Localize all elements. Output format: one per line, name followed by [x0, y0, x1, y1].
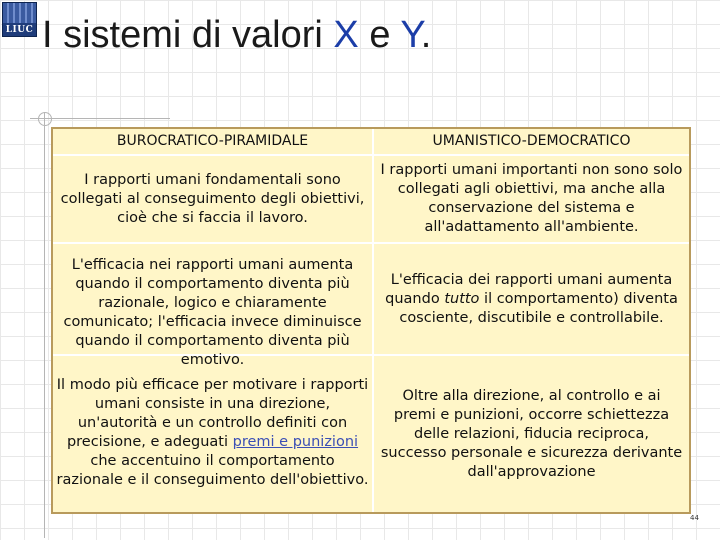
cell-r3-left: [53, 376, 372, 510]
title-y: Y: [400, 14, 421, 56]
r3-left-text-a: Il modo più efficace per motivare i rapporti umani consiste in una direzione, un'autorità e un controllo definiti con precisione, e adeguati: [56, 377, 369, 450]
r3-left-text-b: che accentuino il comportamento razionale e il conseguimento dell'obiettivo.: [56, 453, 369, 488]
cell-r2-right: [374, 244, 689, 354]
r2-right-text-a: L'efficacia dei rapporti umani aumenta quando: [385, 271, 673, 307]
title-suffix: .: [420, 14, 432, 56]
logo-emblem: [3, 3, 36, 23]
header-burocratico: BUROCRATICO-PIRAMIDALE: [116, 133, 309, 149]
decorative-vertical-rule: [44, 112, 45, 538]
cell-r1-left: I rapporti umani fondamentali sono collegati al conseguimento degli obiettivi, cioè che si faccia il lavoro.: [60, 171, 365, 226]
cell-r1-right: I rapporti umani importanti non sono solo collegati agli obiettivi, ma anche alla conservazione del sistema e all'adattamento all'ambiente.: [380, 162, 683, 235]
decorative-circle: [38, 112, 52, 126]
cell-r2-left: L'efficacia nei rapporti umani aumenta quando il comportamento diventa più razionale, logico e chiaramente comunicato; l'efficacia invece diminuisce quando il comportamento diventa più emotivo.: [63, 257, 362, 368]
logo-text: LIUC: [5, 25, 34, 35]
liuc-logo: [2, 2, 37, 37]
cell-r3-right: Oltre alla direzione, al controllo e ai premi e punizioni, occorre schiettezza delle relazioni, fiducia reciproca, successo personale e sicurezza derivante dall'approvazione: [380, 387, 683, 480]
comparison-table: [51, 127, 691, 514]
title-middle: e: [358, 14, 401, 56]
header-umanistico: UMANISTICO-DEMOCRATICO: [432, 133, 631, 149]
r2-right-emphasis: tutto: [444, 290, 480, 307]
premi-punizioni-link[interactable]: premi e punizioni: [232, 434, 359, 450]
page-number: 44: [690, 514, 699, 522]
title-prefix: I sistemi di valori: [42, 14, 334, 56]
title-x: X: [333, 14, 359, 56]
page-title: [42, 14, 431, 57]
r2-right-text-b: il comportamento) diventa cosciente, discutibile e controllabile.: [399, 290, 678, 326]
